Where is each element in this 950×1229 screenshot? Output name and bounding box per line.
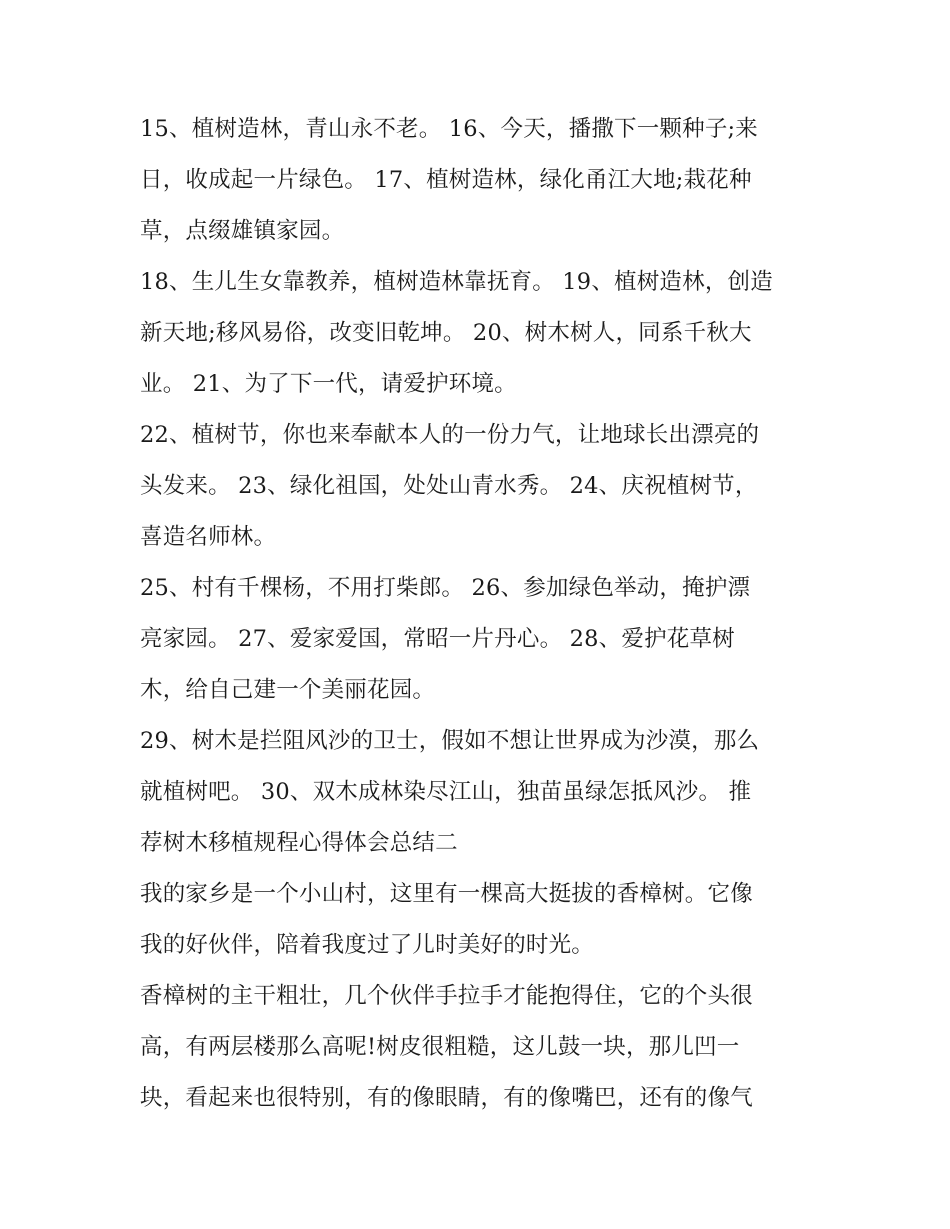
text-line: 我的家乡是一个小山村，这里有一棵高大挺拔的香樟树。它像 — [140, 881, 753, 907]
text-line: 高，有两层楼那么高呢!树皮很粗糙，这儿鼓一块，那儿凹一 — [140, 1034, 740, 1060]
text-line: 草，点缀雄镇家园。 — [140, 218, 345, 244]
text-line: 喜造名师林。 — [140, 524, 277, 550]
text-line: 就植树吧。 30、双木成林染尽江山，独苗虽绿怎抵风沙。 推 — [140, 779, 752, 805]
text-line: 日，收成起一片绿色。 17、植树造林，绿化甬江大地;栽花种 — [140, 167, 752, 193]
text-line: 头发来。 23、绿化祖国，处处山青水秀。 24、庆祝植树节， — [140, 473, 758, 499]
text-line: 29、树木是拦阻风沙的卫士，假如不想让世界成为沙漠，那么 — [140, 728, 760, 754]
document-body — [140, 104, 810, 1124]
text-line: 木，给自己建一个美丽花园。 — [140, 677, 436, 703]
text-line: 我的好伙伴，陪着我度过了儿时美好的时光。 — [140, 932, 595, 958]
text-line: 荐树木移植规程心得体会总结二 — [140, 830, 458, 856]
text-line: 亮家园。 27、爱家爱国，常昭一片丹心。 28、爱护花草树 — [140, 626, 735, 652]
text-line: 15、植树造林，青山永不老。 16、今天，播撒下一颗种子;来 — [140, 116, 758, 142]
text-line: 块，看起来也很特别，有的像眼睛，有的像嘴巴，还有的像气 — [140, 1085, 753, 1111]
text-line: 新天地;移风易俗，改变旧乾坤。 20、树木树人，同系千秋大 — [140, 320, 752, 346]
text-line: 18、生儿生女靠教养，植树造林靠抚育。 19、植树造林，创造 — [140, 269, 773, 295]
text-line: 香樟树的主干粗壮，几个伙伴手拉手才能抱得住，它的个头很 — [140, 983, 753, 1009]
text-line: 25、村有千棵杨，不用打柴郎。 26、参加绿色举动，掩护漂 — [140, 575, 751, 601]
text-line: 业。 21、为了下一代，请爱护环境。 — [140, 371, 517, 397]
text-line: 22、植树节，你也来奉献本人的一份力气，让地球长出漂亮的 — [140, 422, 760, 448]
